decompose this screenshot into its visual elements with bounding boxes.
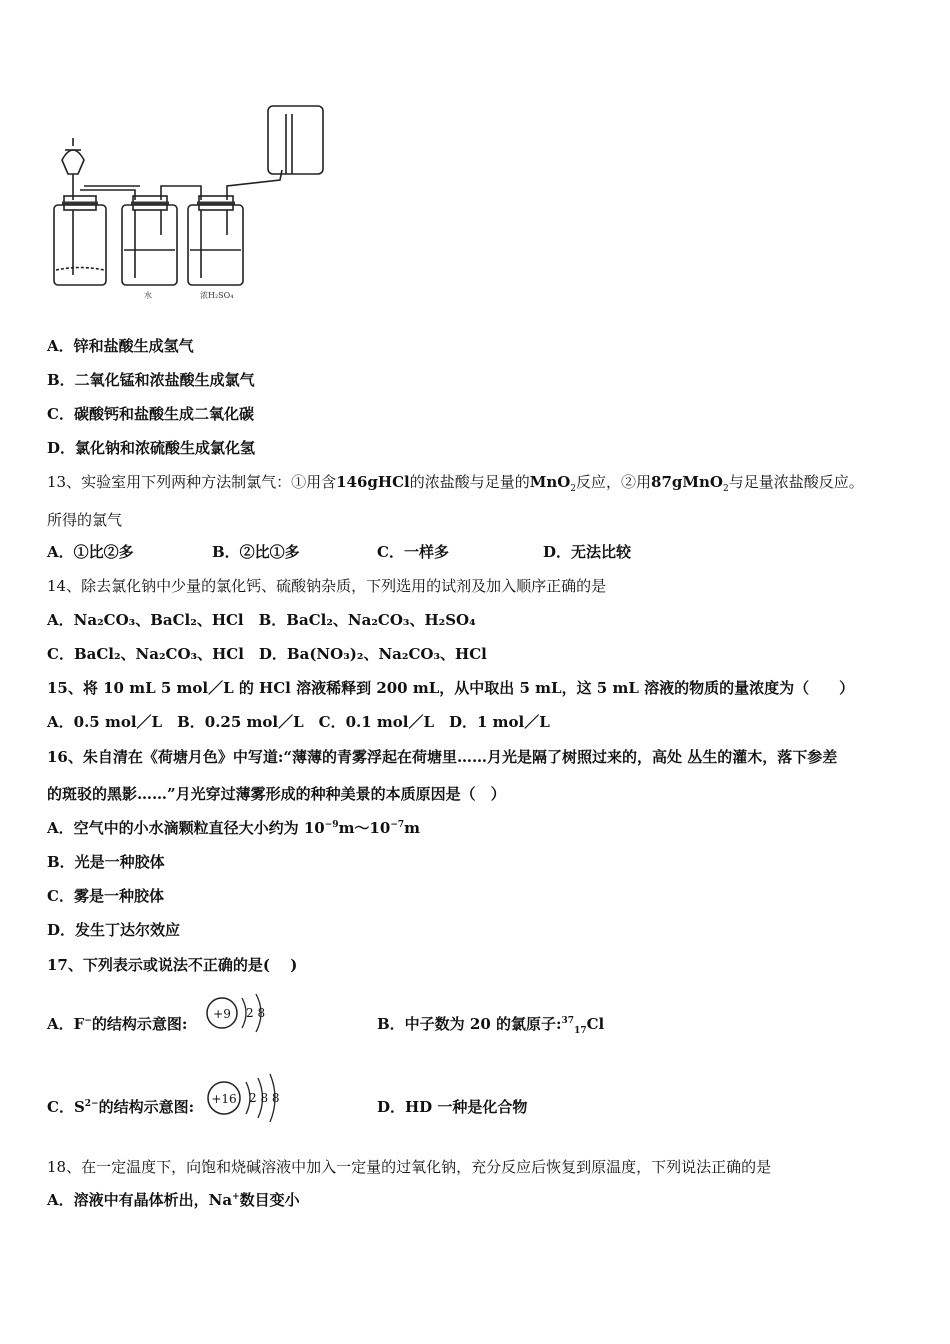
sulfide-structure-diagram bbox=[206, 1070, 286, 1126]
q14-stem: 14、除去氯化钠中少量的氯化钙、硫酸钠杂质，下列选用的试剂及加入顺序正确的是 bbox=[47, 577, 607, 595]
q16-stem-line2: 的斑驳的黑影……”月光穿过薄雾形成的种种美景的本质原因是（ ） bbox=[47, 785, 506, 803]
q14-options-cd: C．BaCl₂、Na₂CO₃、HCl D．Ba(NO₃)₂、Na₂CO₃、HCl bbox=[47, 645, 487, 663]
q12-option-b: B．二氧化锰和浓盐酸生成氯气 bbox=[47, 371, 255, 389]
q13-stem-line2: 所得的氯气 bbox=[47, 511, 123, 529]
q16-option-d: D．发生丁达尔效应 bbox=[47, 921, 181, 939]
q17-stem: 17、下列表示或说法不正确的是( ) bbox=[47, 956, 298, 974]
q15-options: A．0.5 mol／L B．0.25 mol／L C．0.1 mol／L D．1 mol／L bbox=[47, 713, 550, 731]
q16-option-a: A．空气中的小水滴颗粒直径大小约为 $10^{-9}m\sim 10^{-7}m$ bbox=[47, 819, 420, 837]
q16-option-b: B．光是一种胶体 bbox=[47, 853, 165, 871]
q17-option-b: B．中子数为 20 的氯原子:$^{37}_{17}$Cl bbox=[377, 1015, 605, 1036]
q18-stem: 18、在一定温度下，向饱和烧碱溶液中加入一定量的过氧化钠，充分反应后恢复到原温度，下列说法正确的是 bbox=[47, 1158, 772, 1176]
gas-apparatus-figure bbox=[40, 100, 340, 305]
q13-option-b: B．②比①多 bbox=[212, 543, 300, 561]
q16-option-c: C．雾是一种胶体 bbox=[47, 887, 164, 905]
q13-stem: 13、实验室用下列两种方法制氯气：①用含146gHCl的浓盐酸与足量的MnO$_2$反应，②用87gMnO$_2$与足量浓盐酸反应。 bbox=[47, 473, 864, 494]
q17-option-a: A．F−的结构示意图: bbox=[47, 1015, 188, 1033]
q15-stem: 15、将 10 mL 5 mol／L 的 HCl 溶液稀释到 200 mL，从中取出 5 mL，这 5 mL 溶液的物质的量浓度为（ ） bbox=[47, 679, 855, 697]
q12-option-a: A．锌和盐酸生成氢气 bbox=[47, 337, 194, 355]
q12-option-d: D．氯化钠和浓硫酸生成氯化氢 bbox=[47, 439, 256, 457]
bottle2-label: 水 bbox=[144, 291, 152, 300]
bottle3-label: 浓H₂SO₄ bbox=[200, 291, 234, 300]
q13-option-c: C．一样多 bbox=[377, 543, 449, 561]
q13-option-a: A．①比②多 bbox=[47, 543, 134, 561]
q12-option-c: C．碳酸钙和盐酸生成二氧化碳 bbox=[47, 405, 254, 423]
sulfide-nucleus: +16 bbox=[211, 1092, 237, 1106]
fluoride-structure-diagram bbox=[204, 990, 274, 1040]
fluoride-shells: 2 8 bbox=[246, 1006, 266, 1020]
q18-option-a: A．溶液中有晶体析出，Na+数目变小 bbox=[47, 1191, 300, 1209]
q14-options-ab: A．Na₂CO₃、BaCl₂、HCl B．BaCl₂、Na₂CO₃、H₂SO₄ bbox=[47, 611, 476, 629]
q17-option-d: D．HD 一种是化合物 bbox=[377, 1098, 528, 1116]
q16-stem-line1: 16、朱自清在《荷塘月色》中写道:“薄薄的青雾浮起在荷塘里……月光是隔了树照过来的，高处 丛生的灌木，落下参差 bbox=[47, 748, 838, 766]
q13-option-d: D．无法比较 bbox=[543, 543, 632, 561]
sulfide-shells: 2 8 8 bbox=[249, 1091, 280, 1105]
q17-option-c: C．$S^{2-}$的结构示意图: bbox=[47, 1098, 195, 1116]
fluoride-nucleus: +9 bbox=[213, 1007, 231, 1021]
